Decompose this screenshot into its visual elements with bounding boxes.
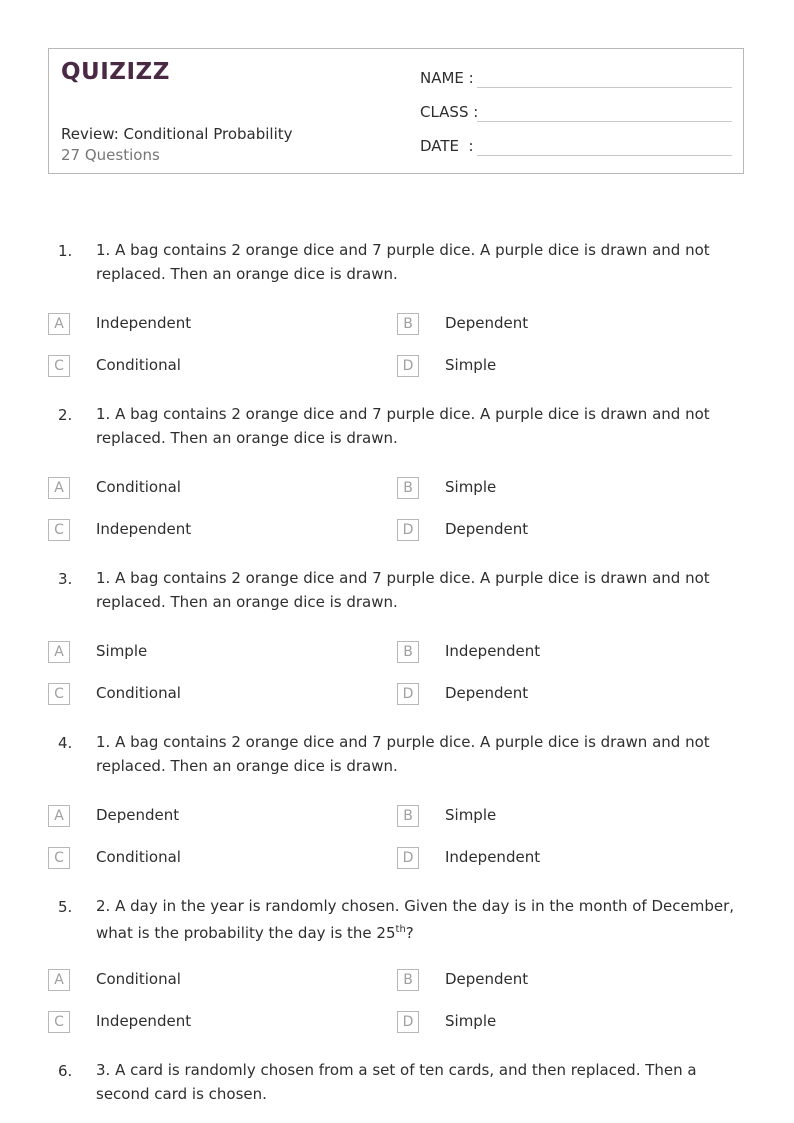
worksheet-title: Review: Conditional Probability — [61, 125, 293, 143]
name-line[interactable] — [477, 87, 732, 88]
option-letter-box[interactable]: C — [48, 1011, 70, 1033]
option-text: Conditional — [96, 970, 181, 988]
question-text: 3. A card is randomly chosen from a set of ten cards, and then replaced. Then a second card is chosen. — [96, 1061, 697, 1103]
question-number: 5. — [58, 898, 73, 916]
option-text: Independent — [445, 642, 541, 660]
option-text: Independent — [96, 314, 192, 332]
question-count: 27 Questions — [61, 146, 160, 164]
question-text: 1. A bag contains 2 orange dice and 7 purple dice. A purple dice is drawn and not replaced. Then an orange dice is drawn. — [96, 241, 710, 283]
option-letter-box[interactable]: A — [48, 641, 70, 663]
option-text: Simple — [445, 478, 497, 496]
option-text: Dependent — [96, 806, 180, 824]
option-text: Conditional — [96, 848, 181, 866]
option-letter-box[interactable]: A — [48, 477, 70, 499]
date-line[interactable] — [477, 155, 732, 156]
date-label: DATE : — [420, 137, 474, 155]
option-text: Dependent — [445, 520, 529, 538]
name-label: NAME : — [420, 69, 474, 87]
worksheet-header — [48, 48, 744, 174]
class-label: CLASS : — [420, 103, 479, 121]
question-number: 2. — [58, 406, 73, 424]
option-text: Conditional — [96, 356, 181, 374]
option-text: Conditional — [96, 684, 181, 702]
question-number: 6. — [58, 1062, 73, 1080]
option-letter-box[interactable]: D — [397, 683, 419, 705]
option-letter-box[interactable]: A — [48, 969, 70, 991]
question-number: 3. — [58, 570, 73, 588]
option-text: Dependent — [445, 684, 529, 702]
question-text: 1. A bag contains 2 orange dice and 7 purple dice. A purple dice is drawn and not replaced. Then an orange dice is drawn. — [96, 733, 710, 775]
option-letter-box[interactable]: A — [48, 313, 70, 335]
option-letter-box[interactable]: B — [397, 477, 419, 499]
option-letter-box[interactable]: D — [397, 355, 419, 377]
option-text: Dependent — [445, 314, 529, 332]
option-letter-box[interactable]: D — [397, 519, 419, 541]
question-text: 1. A bag contains 2 orange dice and 7 purple dice. A purple dice is drawn and not replaced. Then an orange dice is drawn. — [96, 405, 710, 447]
option-text: Simple — [445, 356, 497, 374]
question-number: 4. — [58, 734, 73, 752]
option-letter-box[interactable]: A — [48, 805, 70, 827]
option-text: Simple — [96, 642, 148, 660]
question-text — [96, 894, 746, 945]
option-letter-box[interactable]: C — [48, 847, 70, 869]
option-letter-box[interactable]: D — [397, 847, 419, 869]
option-text: Simple — [445, 806, 497, 824]
option-text: Independent — [96, 1012, 192, 1030]
quizizz-logo: QUIZIZZ — [61, 59, 170, 85]
option-letter-box[interactable]: D — [397, 1011, 419, 1033]
option-letter-box[interactable]: C — [48, 519, 70, 541]
question-text-end: ? — [405, 924, 414, 942]
ordinal-suffix: th — [395, 924, 406, 935]
option-text: Independent — [445, 848, 541, 866]
option-text: Simple — [445, 1012, 497, 1030]
option-letter-box[interactable]: B — [397, 641, 419, 663]
question-text-main: 2. A day in the year is randomly chosen. Given the day is in the month of December, what is the probability the day is the 25 — [96, 897, 735, 942]
option-letter-box[interactable]: C — [48, 683, 70, 705]
option-letter-box[interactable]: B — [397, 313, 419, 335]
option-text: Dependent — [445, 970, 529, 988]
option-letter-box[interactable]: B — [397, 969, 419, 991]
class-line[interactable] — [477, 121, 732, 122]
option-letter-box[interactable]: C — [48, 355, 70, 377]
option-text: Independent — [96, 520, 192, 538]
option-text: Conditional — [96, 478, 181, 496]
question-number: 1. — [58, 242, 73, 260]
question-text: 1. A bag contains 2 orange dice and 7 purple dice. A purple dice is drawn and not replaced. Then an orange dice is drawn. — [96, 569, 710, 611]
option-letter-box[interactable]: B — [397, 805, 419, 827]
